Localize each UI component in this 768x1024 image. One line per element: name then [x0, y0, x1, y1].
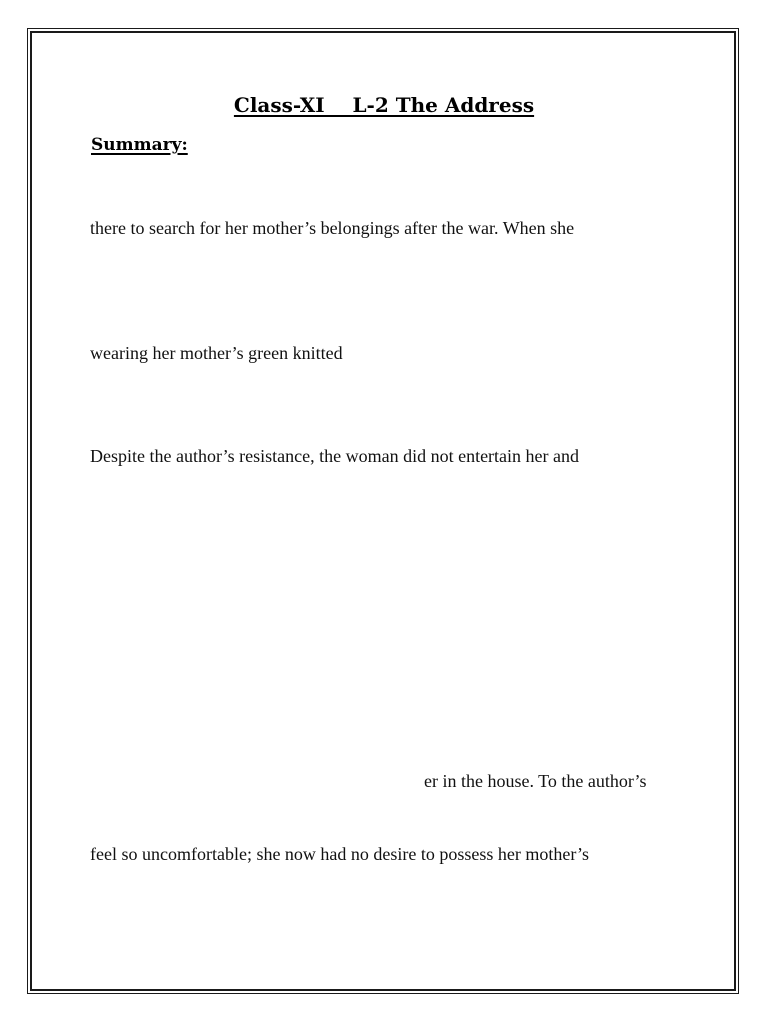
text-line: wearing her mother’s green knitted — [90, 343, 343, 363]
text-line: there to search for her mother’s belongings after the war. When she — [90, 218, 575, 238]
document-title — [0, 93, 768, 117]
summary-heading: Summary: — [91, 135, 188, 155]
text-line: er in the house. To the author’s — [424, 771, 647, 791]
document-title-text: Class-XI L-2 The Address — [233, 93, 535, 117]
text-line: Despite the author’s resistance, the woman did not entertain her and — [90, 446, 580, 466]
text-line: feel so uncomfortable; she now had no desire to possess her mother’s — [90, 844, 590, 864]
